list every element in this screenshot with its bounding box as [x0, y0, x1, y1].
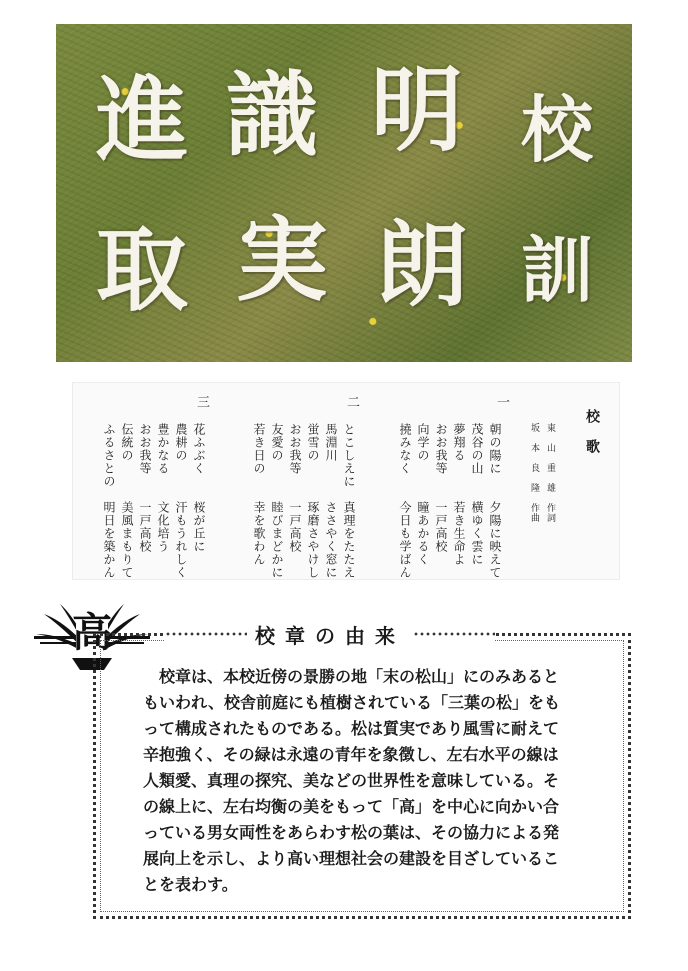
- school-song: [72, 382, 620, 580]
- verse-line: おお我等 一戸高校: [138, 423, 152, 553]
- verse-line: 伝統の 美風まもりて: [120, 423, 134, 579]
- emblem-character: 高: [72, 610, 112, 656]
- origin-heading: [165, 620, 495, 648]
- origin-line: とを表わす。: [143, 875, 238, 894]
- verse-line: 撓みなく 今日も学ばん: [398, 423, 412, 579]
- verse-line: 農耕の 汗もうれしく: [174, 423, 188, 579]
- verse-line: 朝の陽に 夕陽に映えて: [488, 423, 502, 579]
- verse-line: 馬淵川 ささやく窓に: [324, 423, 338, 579]
- origin-body: [143, 664, 583, 898]
- origin-line: 人類愛、真理の探究、美などの世界性を意味している。そ: [143, 771, 560, 790]
- heading-dot-rule: [165, 631, 247, 637]
- verse-line: ふるさとの 明日を築かん: [102, 423, 116, 579]
- motto-char: 実: [236, 206, 329, 314]
- motto-char: 進: [96, 66, 189, 174]
- motto-char: 識: [226, 61, 319, 169]
- song-composer: 坂 本 良 隆 作曲: [529, 423, 539, 523]
- verse-line: 友愛の 睦びまどかに: [270, 423, 284, 579]
- origin-line: って構成されたものである。松は質実であり風雪に耐えて: [143, 719, 560, 738]
- motto-char: 訓: [521, 227, 594, 312]
- verse-number: 一: [494, 395, 509, 409]
- motto-char: 校: [521, 87, 594, 172]
- motto-char: 朗: [376, 211, 469, 319]
- verse-line: 若き日の 幸を歌わん: [252, 423, 266, 566]
- origin-line: っている男女両性をあらわす松の葉は、その協力による発: [143, 823, 560, 842]
- verse-line: 豊かなる 文化培う: [156, 423, 170, 553]
- verse-line: 茂谷の山 横ゆく雲に: [470, 423, 484, 566]
- origin-line: 校章は、本校近傍の景勝の地「末の松山」にのみあると: [159, 667, 560, 686]
- verse-number: 二: [344, 395, 359, 409]
- verse-line: 花ふぶく 桜が丘に: [192, 423, 206, 553]
- origin-line: もいわれ、校舎前庭にも植樹されている「三葉の松」をも: [143, 693, 560, 712]
- origin-line: の線上に、左右均衡の美をもって「高」を中心に向かい合: [143, 797, 560, 816]
- verse-line: とこしえに 真理をたたえ: [342, 423, 356, 579]
- motto-char: 明: [371, 56, 464, 164]
- verse-line: 蛍雪の 琢磨さやけし: [306, 423, 320, 579]
- origin-line: 辛抱強く、その緑は永遠の青年を象徴し、左右水平の線は: [143, 745, 559, 764]
- song-title: 校 歌: [584, 409, 600, 454]
- heading-dot-rule: [413, 631, 495, 637]
- origin-line: 展向上を示し、より高い理想社会の建設を目ざしているこ: [143, 849, 560, 868]
- motto-banner: [56, 24, 632, 362]
- verse-number: 三: [194, 395, 209, 409]
- verse-line: 夢翔る 若き生命よ: [452, 423, 466, 566]
- verse-line: おお我等 一戸高校: [434, 423, 448, 553]
- song-lyricist: 東 山 重 雄 作詞: [545, 423, 555, 523]
- verse-line: おお我等 一戸高校: [288, 423, 302, 553]
- verse-line: 向学の 瞳あかるく: [416, 423, 430, 566]
- origin-title: 校章の由来: [255, 623, 405, 648]
- motto-char: 取: [96, 216, 189, 324]
